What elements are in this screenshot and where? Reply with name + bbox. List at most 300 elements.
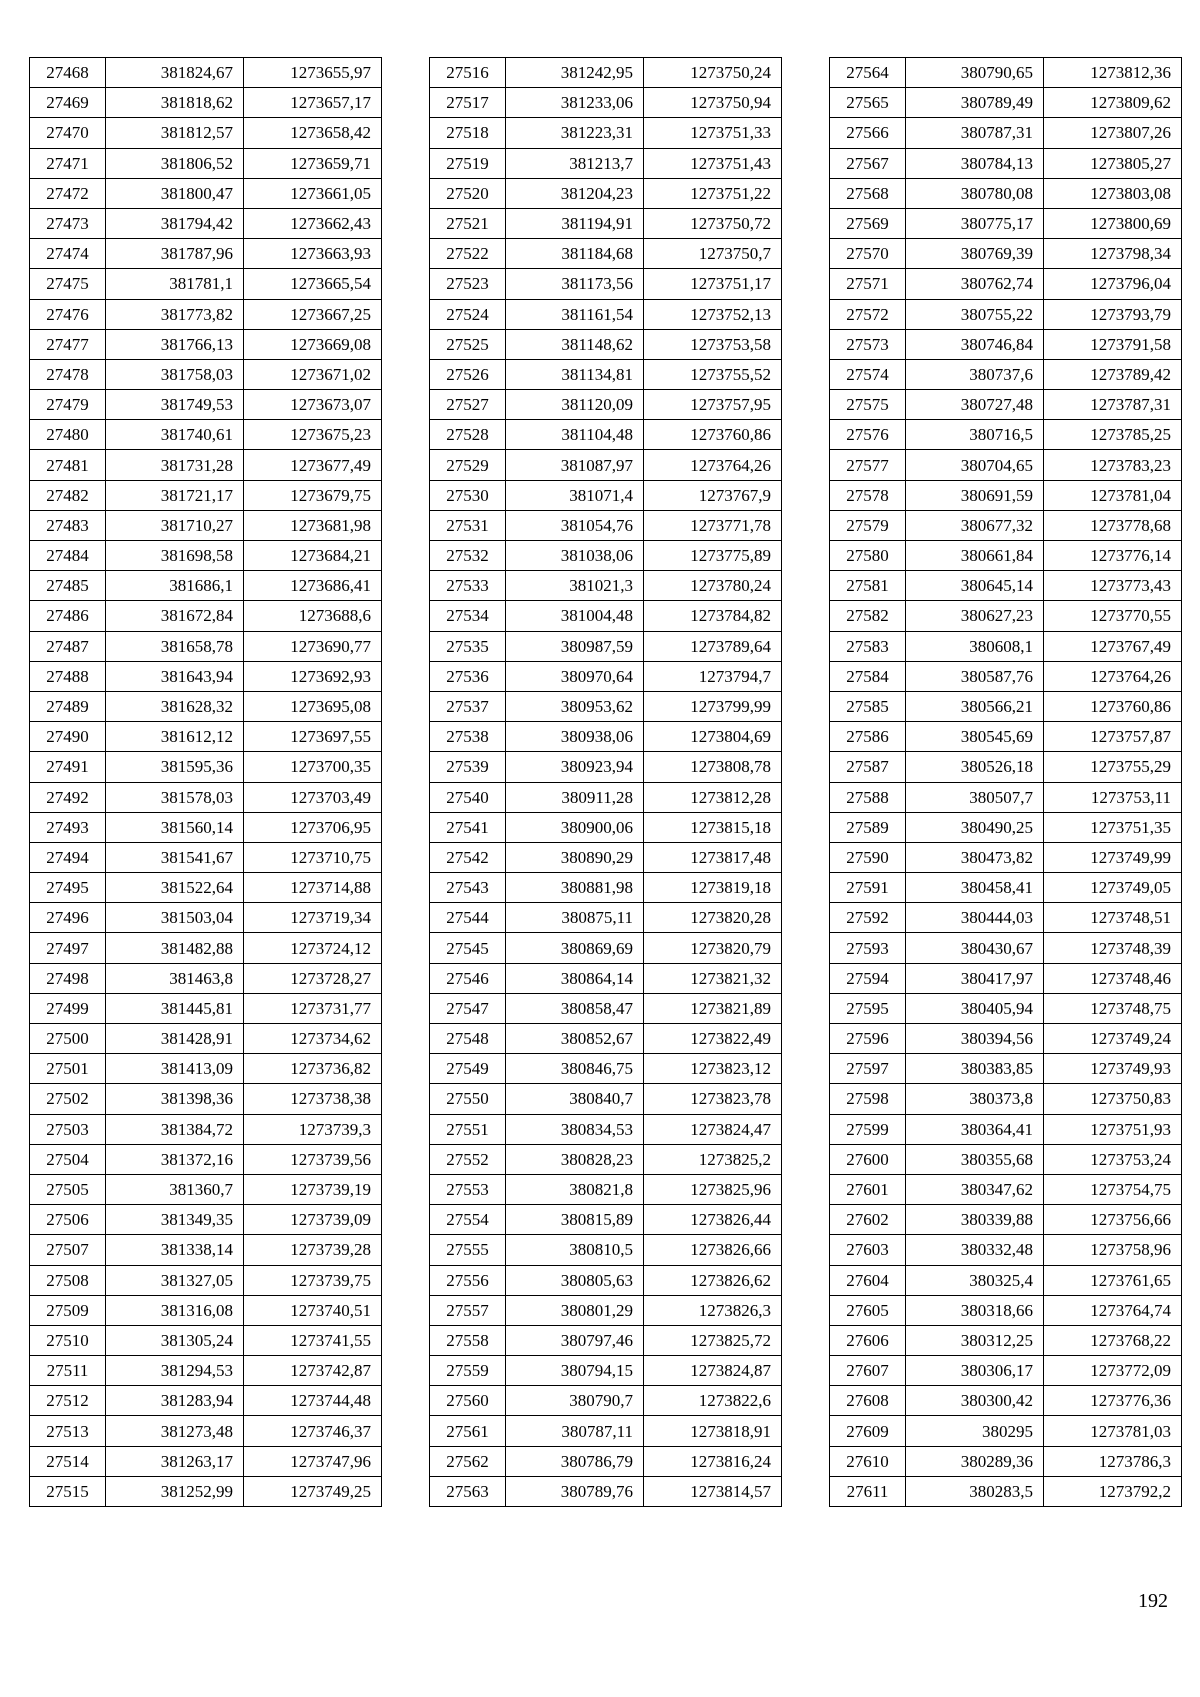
point-id-cell: 27594 [830,963,906,993]
y-coordinate-cell: 1273686,41 [244,571,382,601]
y-coordinate-cell: 1273749,25 [244,1476,382,1506]
point-id-cell: 27508 [30,1265,106,1295]
x-coordinate-cell: 381252,99 [106,1476,244,1506]
x-coordinate-cell: 381731,28 [106,450,244,480]
x-coordinate-cell: 381161,54 [506,299,644,329]
point-id-cell: 27590 [830,842,906,872]
coordinate-table-2 [429,57,782,1507]
y-coordinate-cell: 1273700,35 [244,752,382,782]
point-id-cell: 27559 [430,1356,506,1386]
point-id-cell: 27549 [430,1054,506,1084]
point-id-cell: 27542 [430,842,506,872]
x-coordinate-cell: 380834,53 [506,1114,644,1144]
x-coordinate-cell: 380869,69 [506,933,644,963]
y-coordinate-cell: 1273736,82 [244,1054,382,1084]
x-coordinate-cell: 380661,84 [906,541,1044,571]
x-coordinate-cell: 380790,7 [506,1386,644,1416]
table-row [30,842,382,872]
table-row [30,510,382,540]
table-row [830,571,1182,601]
y-coordinate-cell: 1273826,66 [644,1235,782,1265]
point-id-cell: 27513 [30,1416,106,1446]
table-row [430,1356,782,1386]
x-coordinate-cell: 381223,31 [506,118,644,148]
x-coordinate-cell: 381560,14 [106,812,244,842]
point-id-cell: 27488 [30,661,106,691]
point-id-cell: 27557 [430,1295,506,1325]
x-coordinate-cell: 381710,27 [106,510,244,540]
point-id-cell: 27555 [430,1235,506,1265]
point-id-cell: 27534 [430,601,506,631]
point-id-cell: 27477 [30,329,106,359]
y-coordinate-cell: 1273767,49 [1044,631,1182,661]
table-row [430,1476,782,1506]
point-id-cell: 27550 [430,1084,506,1114]
x-coordinate-cell: 380846,75 [506,1054,644,1084]
point-id-cell: 27544 [430,903,506,933]
point-id-cell: 27607 [830,1356,906,1386]
y-coordinate-cell: 1273781,03 [1044,1416,1182,1446]
point-id-cell: 27560 [430,1386,506,1416]
y-coordinate-cell: 1273789,64 [644,631,782,661]
point-id-cell: 27576 [830,420,906,450]
x-coordinate-cell: 381686,1 [106,571,244,601]
y-coordinate-cell: 1273665,54 [244,269,382,299]
table-row [830,269,1182,299]
table-row [830,178,1182,208]
x-coordinate-cell: 380318,66 [906,1295,1044,1325]
point-id-cell: 27507 [30,1235,106,1265]
table-row [830,1416,1182,1446]
point-id-cell: 27487 [30,631,106,661]
x-coordinate-cell: 381316,08 [106,1295,244,1325]
y-coordinate-cell: 1273751,33 [644,118,782,148]
y-coordinate-cell: 1273748,39 [1044,933,1182,963]
y-coordinate-cell: 1273688,6 [244,601,382,631]
x-coordinate-cell: 380587,76 [906,661,1044,691]
y-coordinate-cell: 1273739,09 [244,1205,382,1235]
table-row [430,752,782,782]
table-row [430,1295,782,1325]
x-coordinate-cell: 381806,52 [106,148,244,178]
table-row [430,58,782,88]
point-id-cell: 27574 [830,359,906,389]
y-coordinate-cell: 1273786,3 [1044,1446,1182,1476]
table-row [30,812,382,842]
point-id-cell: 27472 [30,178,106,208]
x-coordinate-cell: 381698,58 [106,541,244,571]
table-row [30,239,382,269]
x-coordinate-cell: 381612,12 [106,722,244,752]
x-coordinate-cell: 380383,85 [906,1054,1044,1084]
point-id-cell: 27495 [30,873,106,903]
point-id-cell: 27556 [430,1265,506,1295]
y-coordinate-cell: 1273820,28 [644,903,782,933]
x-coordinate-cell: 381233,06 [506,88,644,118]
y-coordinate-cell: 1273749,05 [1044,873,1182,903]
table-row [30,722,382,752]
y-coordinate-cell: 1273770,55 [1044,601,1182,631]
x-coordinate-cell: 380627,23 [906,601,1044,631]
x-coordinate-cell: 381672,84 [106,601,244,631]
point-id-cell: 27582 [830,601,906,631]
point-id-cell: 27595 [830,993,906,1023]
x-coordinate-cell: 380923,94 [506,752,644,782]
x-coordinate-cell: 380787,11 [506,1416,644,1446]
x-coordinate-cell: 381766,13 [106,329,244,359]
y-coordinate-cell: 1273740,51 [244,1295,382,1325]
y-coordinate-cell: 1273784,82 [644,601,782,631]
table-row [430,1084,782,1114]
point-id-cell: 27479 [30,390,106,420]
x-coordinate-cell: 380417,97 [906,963,1044,993]
x-coordinate-cell: 380645,14 [906,571,1044,601]
table-row [830,691,1182,721]
x-coordinate-cell: 381398,36 [106,1084,244,1114]
table-row [30,541,382,571]
table-row [430,1205,782,1235]
y-coordinate-cell: 1273820,79 [644,933,782,963]
point-id-cell: 27553 [430,1174,506,1204]
x-coordinate-cell: 380704,65 [906,450,1044,480]
y-coordinate-cell: 1273751,17 [644,269,782,299]
x-coordinate-cell: 381054,76 [506,510,644,540]
table-row [30,933,382,963]
y-coordinate-cell: 1273791,58 [1044,329,1182,359]
point-id-cell: 27552 [430,1144,506,1174]
y-coordinate-cell: 1273778,68 [1044,510,1182,540]
y-coordinate-cell: 1273756,66 [1044,1205,1182,1235]
table-row [430,933,782,963]
point-id-cell: 27469 [30,88,106,118]
x-coordinate-cell: 380815,89 [506,1205,644,1235]
point-id-cell: 27548 [430,1024,506,1054]
y-coordinate-cell: 1273793,79 [1044,299,1182,329]
point-id-cell: 27532 [430,541,506,571]
table-row [30,1476,382,1506]
table-row [830,722,1182,752]
y-coordinate-cell: 1273771,78 [644,510,782,540]
y-coordinate-cell: 1273731,77 [244,993,382,1023]
x-coordinate-cell: 380691,59 [906,480,1044,510]
point-id-cell: 27558 [430,1325,506,1355]
table-row [430,722,782,752]
table-row [830,1386,1182,1416]
table-row [30,208,382,238]
point-id-cell: 27501 [30,1054,106,1084]
table-row [30,58,382,88]
point-id-cell: 27573 [830,329,906,359]
x-coordinate-cell: 380312,25 [906,1325,1044,1355]
x-coordinate-cell: 380755,22 [906,299,1044,329]
x-coordinate-cell: 380789,76 [506,1476,644,1506]
point-id-cell: 27528 [430,420,506,450]
x-coordinate-cell: 380737,6 [906,359,1044,389]
x-coordinate-cell: 380677,32 [906,510,1044,540]
x-coordinate-cell: 380490,25 [906,812,1044,842]
table-row [830,1265,1182,1295]
y-coordinate-cell: 1273659,71 [244,148,382,178]
y-coordinate-cell: 1273821,32 [644,963,782,993]
point-id-cell: 27597 [830,1054,906,1084]
point-id-cell: 27483 [30,510,106,540]
y-coordinate-cell: 1273755,52 [644,359,782,389]
y-coordinate-cell: 1273792,2 [1044,1476,1182,1506]
x-coordinate-cell: 380805,63 [506,1265,644,1295]
x-coordinate-cell: 380875,11 [506,903,644,933]
table-row [430,1054,782,1084]
table-row [430,420,782,450]
table-row [830,329,1182,359]
table-row [430,299,782,329]
y-coordinate-cell: 1273751,22 [644,178,782,208]
y-coordinate-cell: 1273758,96 [1044,1235,1182,1265]
point-id-cell: 27519 [430,148,506,178]
table-row [430,903,782,933]
table-row [430,661,782,691]
point-id-cell: 27569 [830,208,906,238]
y-coordinate-cell: 1273746,37 [244,1416,382,1446]
x-coordinate-cell: 380900,06 [506,812,644,842]
y-coordinate-cell: 1273719,34 [244,903,382,933]
x-coordinate-cell: 380306,17 [906,1356,1044,1386]
x-coordinate-cell: 380780,08 [906,178,1044,208]
table-row [430,631,782,661]
table-row [30,963,382,993]
point-id-cell: 27596 [830,1024,906,1054]
x-coordinate-cell: 380784,13 [906,148,1044,178]
y-coordinate-cell: 1273826,44 [644,1205,782,1235]
point-id-cell: 27547 [430,993,506,1023]
y-coordinate-cell: 1273764,26 [1044,661,1182,691]
x-coordinate-cell: 380840,7 [506,1084,644,1114]
y-coordinate-cell: 1273751,43 [644,148,782,178]
table-row [830,1446,1182,1476]
table-row [830,58,1182,88]
point-id-cell: 27581 [830,571,906,601]
point-id-cell: 27585 [830,691,906,721]
coordinate-table-3 [829,57,1182,1507]
y-coordinate-cell: 1273749,93 [1044,1054,1182,1084]
table-row [430,541,782,571]
x-coordinate-cell: 380746,84 [906,329,1044,359]
x-coordinate-cell: 380394,56 [906,1024,1044,1054]
table-row [830,993,1182,1023]
point-id-cell: 27518 [430,118,506,148]
point-id-cell: 27572 [830,299,906,329]
table-row [430,480,782,510]
x-coordinate-cell: 381781,1 [106,269,244,299]
y-coordinate-cell: 1273808,78 [644,752,782,782]
x-coordinate-cell: 380283,5 [906,1476,1044,1506]
y-coordinate-cell: 1273816,24 [644,1446,782,1476]
y-coordinate-cell: 1273764,26 [644,450,782,480]
x-coordinate-cell: 380332,48 [906,1235,1044,1265]
point-id-cell: 27588 [830,782,906,812]
x-coordinate-cell: 380828,23 [506,1144,644,1174]
y-coordinate-cell: 1273760,86 [1044,691,1182,721]
y-coordinate-cell: 1273710,75 [244,842,382,872]
y-coordinate-cell: 1273754,75 [1044,1174,1182,1204]
x-coordinate-cell: 381263,17 [106,1446,244,1476]
table-row [30,1024,382,1054]
point-id-cell: 27496 [30,903,106,933]
table-row [430,118,782,148]
table-row [430,178,782,208]
point-id-cell: 27579 [830,510,906,540]
table-row [30,148,382,178]
x-coordinate-cell: 381213,7 [506,148,644,178]
table-row [430,510,782,540]
x-coordinate-cell: 380987,59 [506,631,644,661]
table-row [30,1144,382,1174]
y-coordinate-cell: 1273734,62 [244,1024,382,1054]
point-id-cell: 27485 [30,571,106,601]
table-row [430,782,782,812]
y-coordinate-cell: 1273739,56 [244,1144,382,1174]
y-coordinate-cell: 1273681,98 [244,510,382,540]
point-id-cell: 27493 [30,812,106,842]
x-coordinate-cell: 381349,35 [106,1205,244,1235]
y-coordinate-cell: 1273677,49 [244,450,382,480]
table-row [830,359,1182,389]
point-id-cell: 27600 [830,1144,906,1174]
x-coordinate-cell: 381071,4 [506,480,644,510]
y-coordinate-cell: 1273796,04 [1044,269,1182,299]
point-id-cell: 27524 [430,299,506,329]
table-row [830,148,1182,178]
y-coordinate-cell: 1273798,34 [1044,239,1182,269]
x-coordinate-cell: 381194,91 [506,208,644,238]
y-coordinate-cell: 1273753,24 [1044,1144,1182,1174]
table-row [830,208,1182,238]
x-coordinate-cell: 381294,53 [106,1356,244,1386]
x-coordinate-cell: 380797,46 [506,1325,644,1355]
y-coordinate-cell: 1273695,08 [244,691,382,721]
x-coordinate-cell: 381134,81 [506,359,644,389]
y-coordinate-cell: 1273741,55 [244,1325,382,1355]
y-coordinate-cell: 1273675,23 [244,420,382,450]
x-coordinate-cell: 381824,67 [106,58,244,88]
point-id-cell: 27533 [430,571,506,601]
point-id-cell: 27605 [830,1295,906,1325]
point-id-cell: 27525 [430,329,506,359]
point-id-cell: 27502 [30,1084,106,1114]
x-coordinate-cell: 381463,8 [106,963,244,993]
point-id-cell: 27535 [430,631,506,661]
y-coordinate-cell: 1273744,48 [244,1386,382,1416]
table-row [30,1416,382,1446]
point-id-cell: 27521 [430,208,506,238]
table-row [30,1325,382,1355]
table-row [30,782,382,812]
table-row [30,390,382,420]
point-id-cell: 27568 [830,178,906,208]
x-coordinate-cell: 381384,72 [106,1114,244,1144]
table-row [430,88,782,118]
table-row [30,1205,382,1235]
point-id-cell: 27591 [830,873,906,903]
point-id-cell: 27482 [30,480,106,510]
y-coordinate-cell: 1273776,36 [1044,1386,1182,1416]
x-coordinate-cell: 380789,49 [906,88,1044,118]
point-id-cell: 27586 [830,722,906,752]
table-row [430,1265,782,1295]
y-coordinate-cell: 1273703,49 [244,782,382,812]
point-id-cell: 27490 [30,722,106,752]
point-id-cell: 27610 [830,1446,906,1476]
table-row [30,329,382,359]
table-row [430,842,782,872]
point-id-cell: 27517 [430,88,506,118]
x-coordinate-cell: 380911,28 [506,782,644,812]
y-coordinate-cell: 1273742,87 [244,1356,382,1386]
table-row [30,993,382,1023]
y-coordinate-cell: 1273807,26 [1044,118,1182,148]
point-id-cell: 27514 [30,1446,106,1476]
x-coordinate-cell: 381242,95 [506,58,644,88]
x-coordinate-cell: 380473,82 [906,842,1044,872]
x-coordinate-cell: 380794,15 [506,1356,644,1386]
y-coordinate-cell: 1273750,24 [644,58,782,88]
point-id-cell: 27551 [430,1114,506,1144]
point-id-cell: 27554 [430,1205,506,1235]
table-row [830,510,1182,540]
y-coordinate-cell: 1273750,94 [644,88,782,118]
x-coordinate-cell: 380716,5 [906,420,1044,450]
point-id-cell: 27476 [30,299,106,329]
point-id-cell: 27565 [830,88,906,118]
y-coordinate-cell: 1273823,12 [644,1054,782,1084]
y-coordinate-cell: 1273751,93 [1044,1114,1182,1144]
x-coordinate-cell: 380775,17 [906,208,1044,238]
point-id-cell: 27540 [430,782,506,812]
y-coordinate-cell: 1273818,91 [644,1416,782,1446]
point-id-cell: 27494 [30,842,106,872]
table-row [430,963,782,993]
x-coordinate-cell: 380507,7 [906,782,1044,812]
point-id-cell: 27512 [30,1386,106,1416]
y-coordinate-cell: 1273739,3 [244,1114,382,1144]
x-coordinate-cell: 380364,41 [906,1114,1044,1144]
table-row [830,1476,1182,1506]
table-row [830,812,1182,842]
y-coordinate-cell: 1273755,29 [1044,752,1182,782]
y-coordinate-cell: 1273738,38 [244,1084,382,1114]
y-coordinate-cell: 1273739,28 [244,1235,382,1265]
x-coordinate-cell: 380727,48 [906,390,1044,420]
x-coordinate-cell: 381740,61 [106,420,244,450]
point-id-cell: 27563 [430,1476,506,1506]
table-row [830,1144,1182,1174]
point-id-cell: 27509 [30,1295,106,1325]
y-coordinate-cell: 1273764,74 [1044,1295,1182,1325]
table-row [430,1235,782,1265]
y-coordinate-cell: 1273824,87 [644,1356,782,1386]
x-coordinate-cell: 380566,21 [906,691,1044,721]
table-row [430,993,782,1023]
y-coordinate-cell: 1273692,93 [244,661,382,691]
table-row [830,1054,1182,1084]
x-coordinate-cell: 380881,98 [506,873,644,903]
table-row [830,88,1182,118]
table-row [830,239,1182,269]
y-coordinate-cell: 1273799,99 [644,691,782,721]
table-row [30,450,382,480]
x-coordinate-cell: 381204,23 [506,178,644,208]
y-coordinate-cell: 1273757,95 [644,390,782,420]
point-id-cell: 27592 [830,903,906,933]
